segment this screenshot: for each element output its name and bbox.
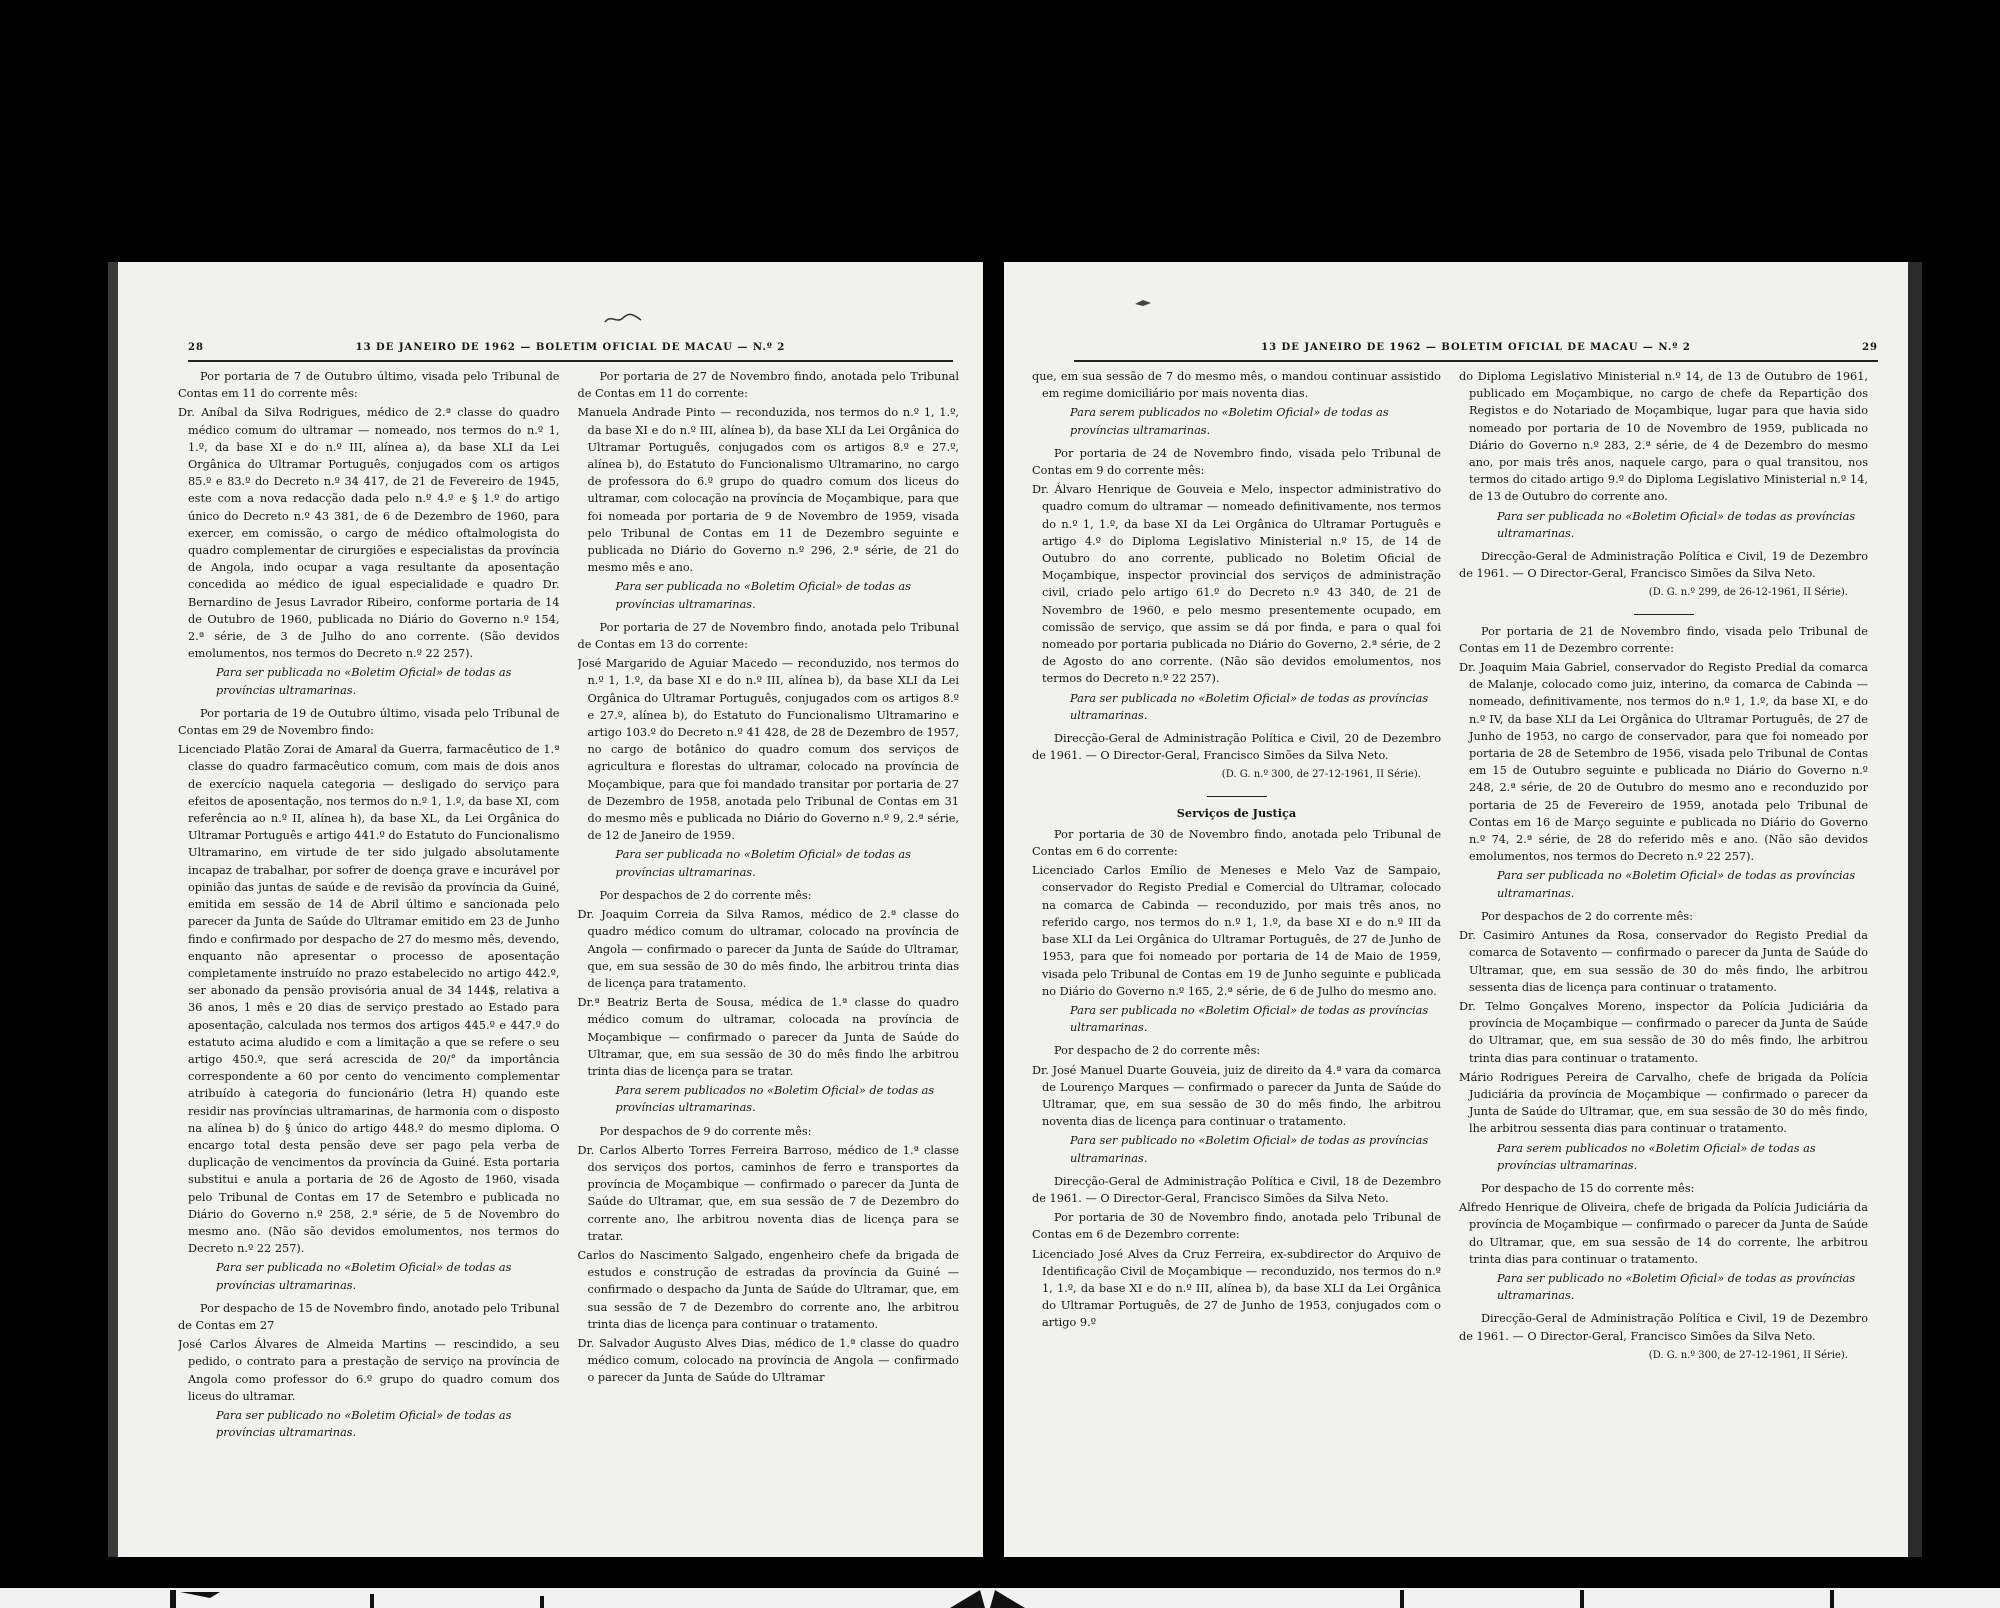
signature-line: Direcção-Geral de Administração Política e Civil, 20 de Dezembro de 1961. — O Director-Geral, Francisco Simões da Silva Neto. [1032,732,1441,763]
entry-text: Dr. Joaquim Maia Gabriel, conservador do Registo Predial da comarca de Malanje, colocado como juiz, interino, da comarca de Cabinda — nomeado, definitivamente, nos termos do n.º 1, 1.º, da base XI, e do n.º IV, da base XLI da Lei Orgânica do Ultramar Português, de 27 de Junho de 1953, no cargo de conservador, para que foi nomeado por portaria de 28 de Setembro de 1956, visada pelo Tribunal de Contas em 15 de Outubro seguinte e publicada no Diário do Governo n.º 248, 2.ª série, de 20 de Outubro do mesmo ano e reconduzido por portaria de 25 de Fevereiro de 1959, anotada pelo Tribunal de Contas em 16 de Março seguinte e publicada no Diário do Governo n.º 74, 2.ª série, de 28 do referido mês e ano. (Não são devidos emolumentos, nos termos do Decreto n.º 22 257). [1459,661,1868,864]
entry-intro: Por despachos de 9 do corrente mês: [599,1124,812,1138]
reference-line: (D. G. n.º 299, de 26-12-1961, II Série). [1648,587,1848,599]
signature-line: Direcção-Geral de Administração Política e Civil, 18 de Dezembro de 1961. — O Director-Geral, Francisco Simões da Silva Neto. [1032,1174,1441,1205]
publication-note: Para ser publicada no «Boletim Oficial» de todas as províncias ultramarinas. [216,1261,512,1292]
entry-text: Licenciado José Alves da Cruz Ferreira, ex-subdirector do Arquivo de Identificação Civil de Moçambique — reconduzido, nos termos do n.º 1, 1.º, da base XI e do n.º III, alínea b), da base XLI da Lei Orgânica do Ultramar Português, de 27 de Junho de 1953, conjugados com o artigo 9.º [1032,1247,1441,1330]
column [578,368,960,1549]
entry-text: Dr. Salvador Augusto Alves Dias, médico de 1.ª classe do quadro médico comum, colocado na província de Angola — confirmado o parecer da Junta de Saúde do Ultramar [577,1336,959,1385]
publication-note: Para ser publicada no «Boletim Oficial» de todas as províncias ultramarinas. [1070,1003,1429,1035]
entry-intro: Por portaria de 27 de Novembro findo, anotada pelo Tribunal de Contas em 13 do corrente: [577,620,959,652]
text-columns [1032,368,1868,1549]
entry-text: Manuela Andrade Pinto — reconduzida, nos termos do n.º 1, 1.º, da base XI e do n.º III, alínea b), da base XLI da Lei Orgânica do Ultramar Português, conjugados com os artigos 8.º e 27.º, alínea b), do Estatuto do Funcionalismo Ultramarino, no cargo de professora do 6.º grupo do quadro comum dos liceus do ultramar, com colocação na província de Moçambique, para que foi nomeada por portaria de 9 de Novembro de 1959, visada pelo Tribunal de Contas em 11 de Dezembro seguinte e publicada no Diário do Governo n.º 296, 2.ª série, de 21 do mesmo mês e ano. [577,406,959,575]
entry-intro: Por despachos de 2 do corrente mês: [1481,909,1694,923]
running-head [1074,340,1878,362]
column [1459,368,1868,1549]
entry-intro: Por portaria de 27 de Novembro findo, anotada pelo Tribunal de Contas em 11 do corrente: [577,370,959,401]
publication-note: Para ser publicada no «Boletim Oficial» de todas as províncias ultramarinas. [1497,869,1856,900]
entry-text: Licenciado Carlos Emílio de Meneses e Melo Vaz de Sampaio, conservador do Registo Predial e Comercial do Ultramar, colocado na comarca de Cabinda — reconduzido, por mais três anos, no referido cargo, nos termos do n.º 1, 1.º, da base XI e do n.º III da base XLI da Lei Orgânica do Ultramar Português, de 27 de Junho de 1953, para que foi nomeado por portaria de 14 de Maio de 1959, visada pelo Tribunal de Contas em 19 de Junho seguinte e publicada no Diário do Governo n.º 165, 2.ª série, de 6 de Julho do mesmo ano. [1032,864,1441,998]
entry-text: Alfredo Henrique de Oliveira, chefe de brigada da Polícia Judiciária da província de Moçambique — confirmado o parecer da Junta de Saúde do Ultramar, que, em sua sessão de 14 do corrente, lhe arbitrou trinta dias para continuar o tratamento. [1459,1201,1868,1266]
reference-line: (D. G. n.º 300, de 27-12-1961, II Série). [1221,769,1421,781]
text-columns [178,368,959,1549]
page-number: 29 [1862,342,1878,353]
column [178,368,560,1549]
running-head-title: 13 DE JANEIRO DE 1962 — BOLETIM OFICIAL DE MACAU — N.º 2 [1261,342,1691,353]
publication-note: Para ser publicada no «Boletim Oficial» de todas as províncias ultramarinas. [1070,691,1429,722]
entry-text: Dr. Aníbal da Silva Rodrigues, médico de 2.ª classe do quadro médico comum do ultramar — nomeado, nos termos do n.º 1, 1.º, da base XI e do n.º III, alínea a), da base XLI da Lei Orgânica do Ultramar Português, conjugados com os artigos 85.º e 83.º do Decreto n.º 34 417, de 21 de Fevereiro de 1945, este com a nova redacção dada pelo n.º 4.º e § 1.º do artigo único do Decreto n.º 43 381, de 6 de Dezembro de 1960, para exercer, em comissão, o cargo de médico oftalmologista do quadro complementar de cirurgiões e especialistas da província de Angola, indo ocupar a vaga resultante da aposentação concedida ao médico de igual especialidade e quadro Dr. Bernardino de Jesus Lavrador Ribeiro, conforme portaria de 14 de Outubro de 1960, publicada no Diário do Governo n.º 154, 2.ª série, de 3 de Julho do ano corrente. (São devidos emolumentos, nos termos do Decreto n.º 22 257). [178,406,560,661]
signature-line: Direcção-Geral de Administração Política e Civil, 19 de Dezembro de 1961. — O Director-Geral, Francisco Simões da Silva Neto. [1459,1312,1868,1343]
section-separator [1207,796,1267,797]
entry-text: Dr. Joaquim Correia da Silva Ramos, médico de 2.ª classe do quadro médico comum do ultramar, colocado na província de Angola — confirmado o parecer da Junta de Saúde do Ultramar, que, em sua sessão de 30 do mês findo, lhe arbitrou trinta dias de licença para tratamento. [577,908,959,990]
entry-text: Mário Rodrigues Pereira de Carvalho, chefe de brigada da Polícia Judiciária da província de Moçambique — confirmado o parecer da Junta de Saúde do Ultramar, que, em sua sessão de 30 do mês findo, lhe arbitrou sessenta dias para continuar o tratamento. [1459,1070,1868,1136]
entry-text: do Diploma Legislativo Ministerial n.º 14, de 13 de Outubro de 1961, publicado em Moçambique, no cargo de chefe da Repartição dos Registos e do Notariado de Moçambique, lugar para que havia sido nomeado por portaria de 10 de Novembro de 1959, publicada no Diário do Governo n.º 283, 2.ª série, de 4 de Dezembro do mesmo ano, por mais três anos, naquele cargo, para o qual transitou, nos termos do citado artigo 9.º do Diploma Legislativo Ministerial n.º 14, de 13 de Outubro do corrente ano. [1459,370,1868,504]
pen-scribble-mark [603,312,643,326]
publication-note: Para ser publicada no «Boletim Oficial» de todas as províncias ultramarinas. [615,848,911,879]
publication-note: Para serem publicados no «Boletim Oficial» de todas as províncias ultramarinas. [1070,406,1389,437]
entry-intro: Por portaria de 30 de Novembro findo, anotada pelo Tribunal de Contas em 6 de Dezembro corrente: [1032,1211,1441,1242]
entry-intro: Por despacho de 2 do corrente mês: [1054,1044,1261,1058]
entry-text: José Carlos Álvares de Almeida Martins — rescindido, a seu pedido, o contrato para a prestação de serviço na província de Angola como professor do 6.º grupo do quadro comum dos liceus do ultramar. [178,1338,560,1403]
publication-note: Para ser publicado no «Boletim Oficial» de todas as províncias ultramarinas. [216,1408,512,1440]
page-number: 28 [188,342,204,353]
entry-intro: Por portaria de 7 de Outubro último, visada pelo Tribunal de Contas em 11 do corrente mês: [178,370,560,401]
entry-intro: Por despacho de 15 de Novembro findo, anotado pelo Tribunal de Contas em 27 [178,1301,560,1332]
ink-smudge-mark [1134,298,1152,308]
entry-text: Dr. Álvaro Henrique de Gouveia e Melo, inspector administrativo do quadro comum do ultramar — nomeado definitivamente, nos termos do n.º 1, 1.º, da base XI da Lei Orgânica do Ultramar Português e artigo 4.º do Diploma Legislativo Ministerial n.º 15, de 14 de Outubro do ano corrente, publicado no Boletim Oficial de Moçambique, inspector provincial dos serviços de administração civil, criado pelo artigo 61.º do Decreto n.º 43 340, de 21 de Novembro de 1960, e pelo mesmo presentemente ocupado, em comissão de serviço, que assim se dá por finda, e para o qual foi nomeado por portaria publicada no Diário do Governo, 2.ª série, de 2 de Agosto do ano corrente. (Não são devidos emolumentos, nos termos do Decreto n.º 22 257). [1032,483,1441,686]
running-head [188,340,953,362]
publication-note: Para serem publicados no «Boletim Oficial» de todas as províncias ultramarinas. [1497,1141,1816,1172]
entry-text: Dr.ª Beatriz Berta de Sousa, médica de 1.ª classe do quadro médico comum do ultramar, colocada na província de Moçambique — confirmado o parecer da Junta de Saúde do Ultramar, que, em sua sessão de 30 do mês findo lhe arbitrou trinta dias de licença para se tratar. [577,996,959,1078]
entry-text: que, em sua sessão de 7 do mesmo mês, o mandou continuar assistido em regime domiciliário por mais noventa dias. [1032,370,1441,401]
entry-text: Licenciado Platão Zorai de Amaral da Guerra, farmacêutico de 1.ª classe do quadro farmacêutico comum, com mais de dois anos de exercício naquela categoria — desligado do serviço para efeitos de aposentação, nos termos do n.º 1, 1.º, da base XI, com referência ao n.º II, alínea h), da base XL, da Lei Orgânica do Ultramar Português e artigo 441.º do Estatuto do Funcionalismo Ultramarino, em virtude de ter sido julgado absolutamente incapaz de trabalhar, por sofrer de doença grave e incurável por opinião das juntas de saúde e de revisão da província da Guiné, emitida em sessão de 14 de Abril último e sancionada pelo parecer da Junta de Saúde do Ultramar emitido em 23 de Junho findo e confirmado por despacho de 27 do mesmo mês, devendo, enquanto não apresentar o processo de aposentação completamente instruído no prazo estabelecido no artigo 442.º, ser abonado da pensão provisória anual de 34 144$, relativa a 36 anos, 1 mês e 20 dias de serviço prestado ao Estado para aposentação, calculada nos termos dos artigos 445.º e 447.º do estatuto acima aludido e com a limitação a que se refere o seu artigo 450.º, que será acrescida de 20/° da importância correspondente a 60 por cento do vencimento complementar atribuído à categoria do funcionário (letra H) quando este residir nas províncias ultramarinas, de harmonia com o disposto na alínea b) do § único do artigo 448.º do mesmo diploma. O encargo total desta pensão deve ser pago pela verba de duplicação de vencimentos da província da Guiné. Esta portaria substitui e anula a portaria de 26 de Agosto de 1960, visada pelo Tribunal de Contas em 17 de Setembro e publicada no Diário do Governo n.º 258, 2.ª série, de 5 de Novembro do mesmo ano. (Não são devidos emolumentos, nos termos do Decreto n.º 22 257). [178,743,560,1256]
publication-note: Para ser publicada no «Boletim Oficial» de todas as províncias ultramarinas. [615,580,911,611]
publication-note: Para serem publicados no «Boletim Oficial» de todas as províncias ultramarinas. [615,1084,935,1115]
column [1032,368,1441,1549]
entry-text: Dr. Casimiro Antunes da Rosa, conservador do Registo Predial da comarca de Sotavento — confirmado o parecer da Junta de Saúde do Ultramar, que, em sua sessão de 30 do mês findo, lhe arbitrou sessenta dias de licença para continuar o tratamento. [1459,929,1868,994]
entry-intro: Por despachos de 2 do corrente mês: [599,888,812,902]
reference-line: (D. G. n.º 300, de 27-12-1961, II Série). [1648,1349,1848,1361]
entry-intro: Por portaria de 30 de Novembro findo, anotada pelo Tribunal de Contas em 6 do corrente: [1032,827,1441,859]
running-head-title: 13 DE JANEIRO DE 1962 — BOLETIM OFICIAL DE MACAU — N.º 2 [355,342,786,353]
publication-note: Para ser publicada no «Boletim Oficial» de todas as províncias ultramarinas. [1497,509,1856,540]
publication-note: Para ser publicada no «Boletim Oficial» de todas as províncias ultramarinas. [216,666,512,697]
right-page [1004,262,1922,1557]
entry-intro: Por portaria de 21 de Novembro findo, visada pelo Tribunal de Contas em 11 de Dezembro corrente: [1459,624,1868,655]
entry-intro: Por despacho de 15 do corrente mês: [1481,1181,1695,1195]
signature-line: Direcção-Geral de Administração Política e Civil, 19 de Dezembro de 1961. — O Director-Geral, Francisco Simões da Silva Neto. [1459,550,1868,581]
publication-note: Para ser publicado no «Boletim Oficial» de todas as províncias ultramarinas. [1497,1271,1856,1303]
section-separator [1634,614,1694,615]
entry-intro: Por portaria de 19 de Outubro último, visada pelo Tribunal de Contas em 29 de Novembro findo: [178,706,560,738]
section-heading: Serviços de Justiça [1176,805,1297,820]
left-page [108,262,983,1557]
entry-text: Dr. Carlos Alberto Torres Ferreira Barroso, médico de 1.ª classe dos serviços dos portos, caminhos de ferro e transportes da província de Moçambique — confirmado o parecer da Junta de Saúde do Ultramar, que, em sua sessão de 7 de Dezembro do corrente ano, lhe arbitrou noventa dias de licença para se tratar. [577,1143,959,1243]
entry-intro: Por portaria de 24 de Novembro findo, visada pelo Tribunal de Contas em 9 do corrente mês: [1032,446,1441,478]
entry-text: Carlos do Nascimento Salgado, engenheiro chefe da brigada de estudos e construção de estradas da província da Guiné — confirmado o despacho da Junta de Saúde do Ultramar, que, em sua sessão de 7 de Dezembro do corrente ano, lhe arbitrou trinta dias de licença para continuar o tratamento. [577,1248,959,1331]
entry-text: Dr. Telmo Gonçalves Moreno, inspector da Polícia Judiciária da província de Moçambique — confirmado o parecer da Junta de Saúde do Ultramar, que, em sua sessão de 30 do mês findo, lhe arbitrou trinta dias para continuar o tratamento. [1459,999,1868,1065]
entry-text: José Margarido de Aguiar Macedo — reconduzido, nos termos do n.º 1, 1.º, da base XI e do n.º III, alínea b), da base XLI da Lei Orgânica do Ultramar Português, conjugados com os artigos 8.º e 27.º, alínea b), do Estatuto do Funcionalismo Ultramarino e artigo 103.º do Decreto n.º 41 428, de 28 de Dezembro de 1957, no cargo de botânico do quadro comum dos serviços de agricultura e florestas do ultramar, colocado na província de Moçambique, para que foi mandado transitar por portaria de 27 de Dezembro de 1958, anotada pelo Tribunal de Contas em 31 do mesmo mês e publicada no Diário do Governo n.º 9, 2.ª série, de 12 de Janeiro de 1959. [577,657,959,843]
entry-text: Dr. José Manuel Duarte Gouveia, juiz de direito da 4.ª vara da comarca de Lourenço Marques — confirmado o parecer da Junta de Saúde do Ultramar, que, em sua sessão de 30 do mês findo, lhe arbitrou noventa dias de licença para continuar o tratamento. [1032,1063,1441,1129]
publication-note: Para ser publicado no «Boletim Oficial» de todas as províncias ultramarinas. [1070,1134,1429,1165]
film-edge-marks [0,1588,2000,1608]
